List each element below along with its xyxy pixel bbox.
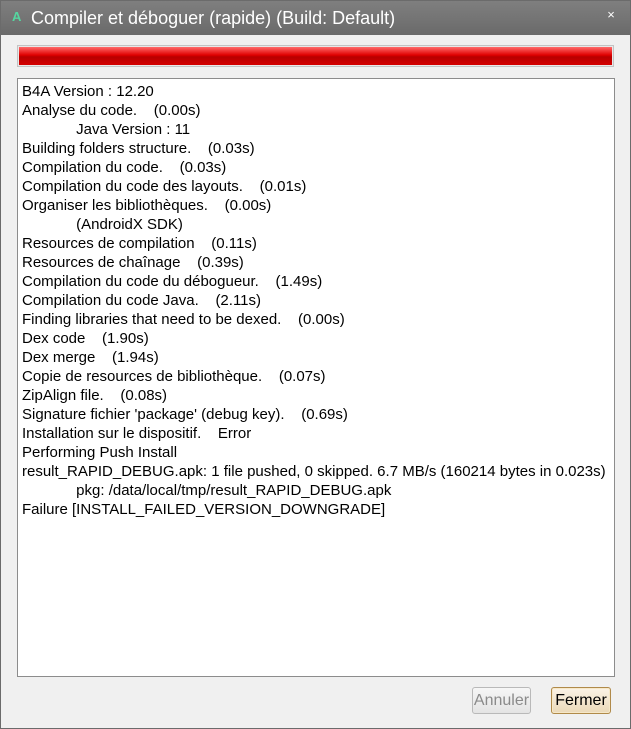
log-line: pkg: /data/local/tmp/result_RAPID_DEBUG.apk [22,482,392,499]
cancel-button[interactable]: Annuler [472,687,531,714]
log-line: ZipAlign file. (0.08s) [22,387,168,404]
title-bar[interactable] [1,1,630,35]
window-title: Compiler et déboguer (rapide) (Build: Default) [31,8,396,28]
log-line: Copie de resources de bibliothèque. (0.07s) [22,368,326,385]
log-line: Resources de chaînage (0.39s) [22,254,244,271]
compile-log[interactable] [17,78,615,677]
log-line: Finding libraries that need to be dexed. (0.00s) [22,311,345,328]
log-line: Analyse du code. (0.00s) [22,102,201,119]
log-line: Installation sur le dispositif. Error [22,425,252,442]
progress-fill [19,47,612,65]
log-line: Compilation du code des layouts. (0.01s) [22,178,307,195]
log-line: Organiser les bibliothèques. (0.00s) [22,197,272,214]
log-line: Java Version : 11 [22,121,191,138]
log-line: Dex merge (1.94s) [22,349,159,366]
log-line: Resources de compilation (0.11s) [22,235,257,252]
log-line: (AndroidX SDK) [22,216,183,233]
log-line: result_RAPID_DEBUG.apk: 1 file pushed, 0 skipped. 6.7 MB/s (160214 bytes in 0.023s) [22,463,606,480]
b4a-app-icon: A [12,9,22,24]
log-line: Performing Push Install [22,444,178,461]
log-line: Signature fichier 'package' (debug key). (0.69s) [22,406,348,423]
log-line: Building folders structure. (0.03s) [22,140,255,157]
close-button[interactable]: Fermer [551,687,611,714]
close-icon[interactable]: × [607,7,615,22]
log-line: Dex code (1.90s) [22,330,149,347]
log-line: Compilation du code du débogueur. (1.49s) [22,273,323,290]
log-line: Compilation du code Java. (2.11s) [22,292,262,309]
log-line: Failure [INSTALL_FAILED_VERSION_DOWNGRADE] [22,501,386,518]
compile-progress-bar [17,45,614,67]
log-line: B4A Version : 12.20 [22,83,154,100]
log-line: Compilation du code. (0.03s) [22,159,227,176]
